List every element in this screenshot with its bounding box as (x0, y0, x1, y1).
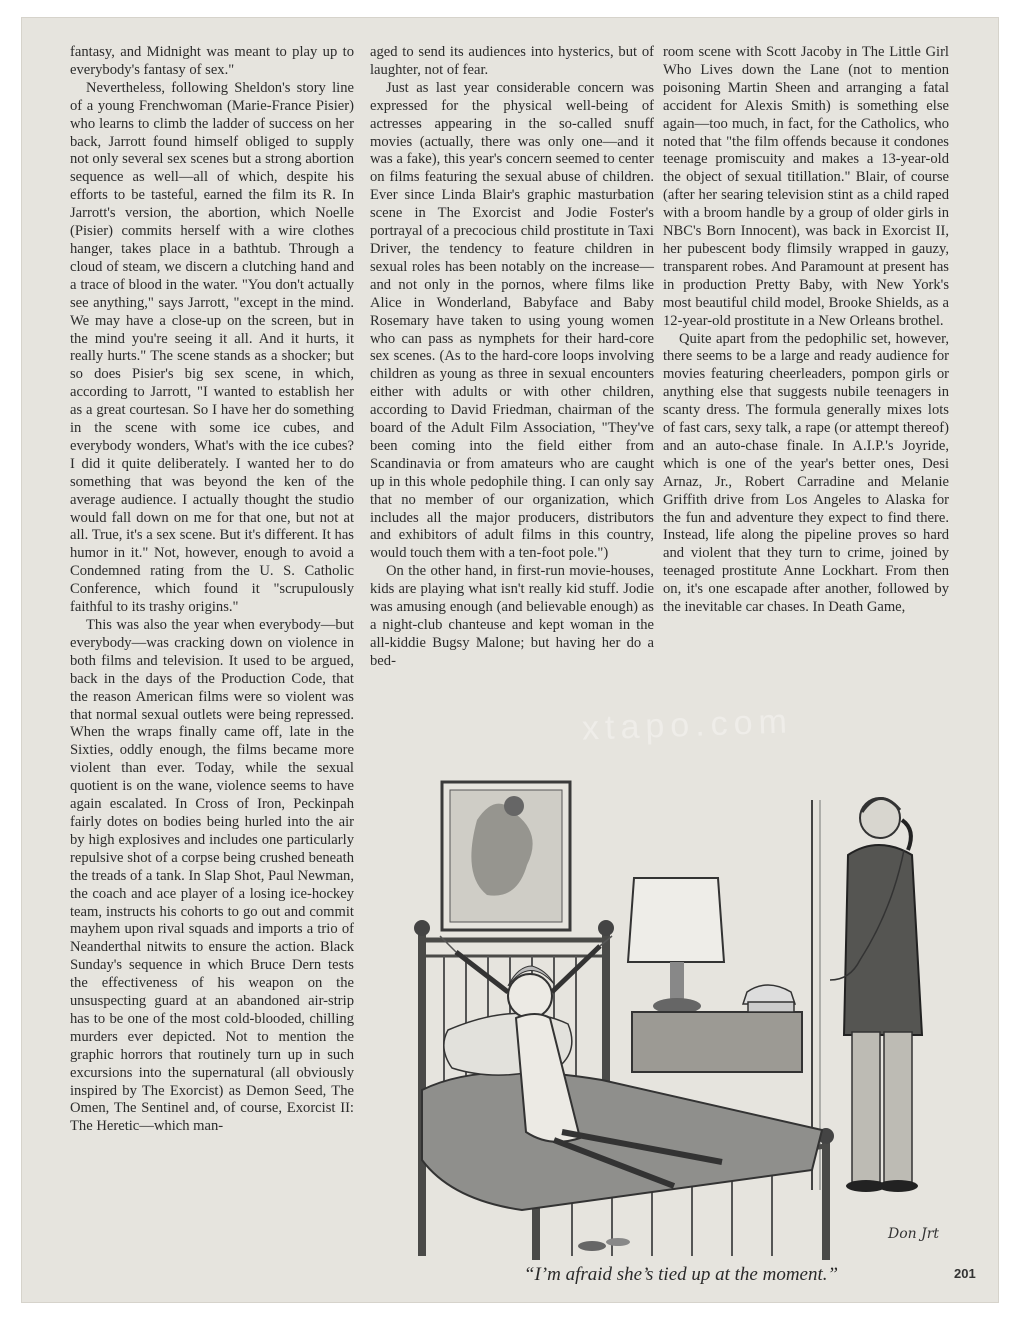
article-paragraph: Nevertheless, following Sheldon's story line of a young Frenchwoman (Marie-France Pisier) who learns to climb the ladder of success on her back, Jarrott found himself obliged to supply not only several sex scenes but a strong abortion sequence as well—all of which, despite his efforts to be tasteful, earned the film its R. In Jarrott's version, the abortion, which Noelle (Pisier) commits herself with a wire clothes hanger, takes place in a bathtub. Through a cloud of steam, we discern a clutching hand and a trace of blood in the water. "You don't actually see anything," says Jarrott, "except in the mind. We may have a close-up on the screen, but in the mind you're seeing it all. And it hurts, it really hurts." The scene stands as a shocker; but so does Pisier's big sex scene, in which, according to Jarrott, "I wanted to establish her as a great courtesan. So I have her do something in the scene with some ice cubes, and everybody wonders, What's with the ice cubes? I did it quite deliberately. I wanted her to do something that was beyond the ken of the average audience. I actually thought the studio would fall down on me for that one, but not at all. True, it's a sex scene. But it's different. It has humor in it." Not, however, enough to avoid a Condemned rating from the U. S. Catholic Conference, which found it "scrupulously faithful to its trashy origins." (70, 79, 354, 616)
telephone-icon (743, 985, 795, 1012)
wall-painting (442, 782, 570, 930)
watermark-text: xtapo.com (581, 702, 794, 748)
article-column-3 (663, 44, 949, 617)
article-paragraph: Just as last year considerable concern was expressed for the physical well-being of actresses appearing in the so-called snuff movies (actually, there was only one—and it was a fake), this year's concern seemed to center on films featuring the sexual abuse of children. Ever since Linda Blair's graphic masturbation scene in The Exorcist and Jodie Foster's portrayal of a precocious child prostitute in Taxi Driver, the tendency to feature children in sexual roles has been notably on the increase—and not only in the pornos, where films like Alice in Wonderland, Babyface and Baby Rosemary have taken to using young women who can pass as nymphets for their hard-core sex scenes. (As to the hard-core loops involving children as young as three in sexual encounters either with adults or with other children, according to David Friedman, chairman of the board of the Adult Film Association, "They've been coming into the field either from Scandinavia or from amateurs who are caught up in this whole pedophile thing. I can only say that no member of our organization, which includes all the major producers, distributors and exhibitors of adult films in this country, would touch them with a ten-foot pole.") (370, 79, 654, 562)
magazine-page (22, 18, 998, 1302)
article-column-1 (70, 44, 354, 1136)
night-stand (632, 1012, 802, 1072)
article-paragraph: Quite apart from the pedophilic set, however, there seems to be a large and ready audience for movies featuring cheerleaders, pompon girls or anything else that suggests nubile teenagers in scanty dress. The formula generally mixes lots of fast cars, sexy talk, a rape (or attempt thereof) and an auto-chase finale. In A.I.P.'s Joyride, which is one of the year's better ones, Desi Arnaz, Jr., Robert Carradine and Melanie Griffith drive from Los Angeles to Alaska for the fun and adventure they expect to find there. Instead, life along the pipeline proves so hard and violent that they turn to crime, joined by teenaged prostitute Anne Lockhart. From then on, it's one escapade after another, followed by the inevitable car chases. In Death Game, (663, 330, 949, 616)
article-paragraph: This was also the year when everybody—but everybody—was cracking down on violence in both films and television. It used to be argued, back in the days of the Production Code, that the reason American films were so violent was that normal sexual outlets were being repressed. When the wraps finally came off, late in the Sixties, oddly enough, the films became more violent than ever. Today, while the sexual quotient is on the wane, violence seems to have again escalated. In Cross of Iron, Peckinpah fairly dotes on bodies being hurled into the air by high explosives and includes one particularly repulsive shot of a corpse being crushed beneath the treads of a tank. In Slap Shot, Paul Newman, the coach and ace player of a losing ice-hockey team, instructs his cohorts to go out and commit mayhem upon rival squads and imports a trio of Neanderthal nitwits to ensure the action. Black Sunday's sequence in which Bruce Dern tests the effectiveness of his weapon on the unsuspecting guard at an abandoned air-strip has to be one of the most cold-blooded, chilling murders ever depicted. Not to mention the graphic horrors that routinely turn up in such excursions into the supernatural (all obviously inspired by The Exorcist) as Demon Seed, The Omen, The Sentinel and, of course, Exorcist II: The Heretic—which man- (70, 617, 354, 1135)
bedside-lamp (628, 878, 724, 1014)
article-paragraph: On the other hand, in first-run movie-houses, kids are playing what isn't really kid stuff. Jodie was amusing enough (and believable enough) as a night-club chanteuse and kept woman in the all-kiddie Bugsy Malone; but having her do a bed- (370, 563, 654, 669)
artist-signature: Don Jrt (888, 1226, 940, 1242)
cartoon-caption: “I’m afraid she’s tied up at the moment.” (523, 1264, 839, 1285)
cartoon-illustration (382, 760, 980, 1260)
page-number: 201 (954, 1266, 976, 1281)
man-on-phone (830, 798, 922, 1192)
article-paragraph: room scene with Scott Jacoby in The Little Girl Who Lives down the Lane (not to mention poisoning Martin Sheen and arranging a fatal accident for Alexis Smith) is something else again—too much, in fact, for the Catholics, who noted that "the film offends because it condones teenage promiscuity and makes a 13-year-old the object of sexual titillation." Blair, of course (after her searing television stint as a child raped with a broom handle by a group of older girls in NBC's Born Innocent), was back in Exorcist II, her pubescent body flimsily wrapped in gauzy, transparent robes. And Paramount at present has in production Pretty Baby, with New York's most beautiful child model, Brooke Shields, as a 12-year-old prostitute in a New Orleans brothel. (663, 44, 949, 329)
article-paragraph: fantasy, and Midnight was meant to play up to everybody's fantasy of sex." (70, 44, 354, 78)
article-paragraph: aged to send its audiences into hysterics, but of laughter, not of fear. (370, 44, 654, 78)
article-column-2 (370, 44, 654, 671)
shoes-on-floor (578, 1238, 630, 1251)
